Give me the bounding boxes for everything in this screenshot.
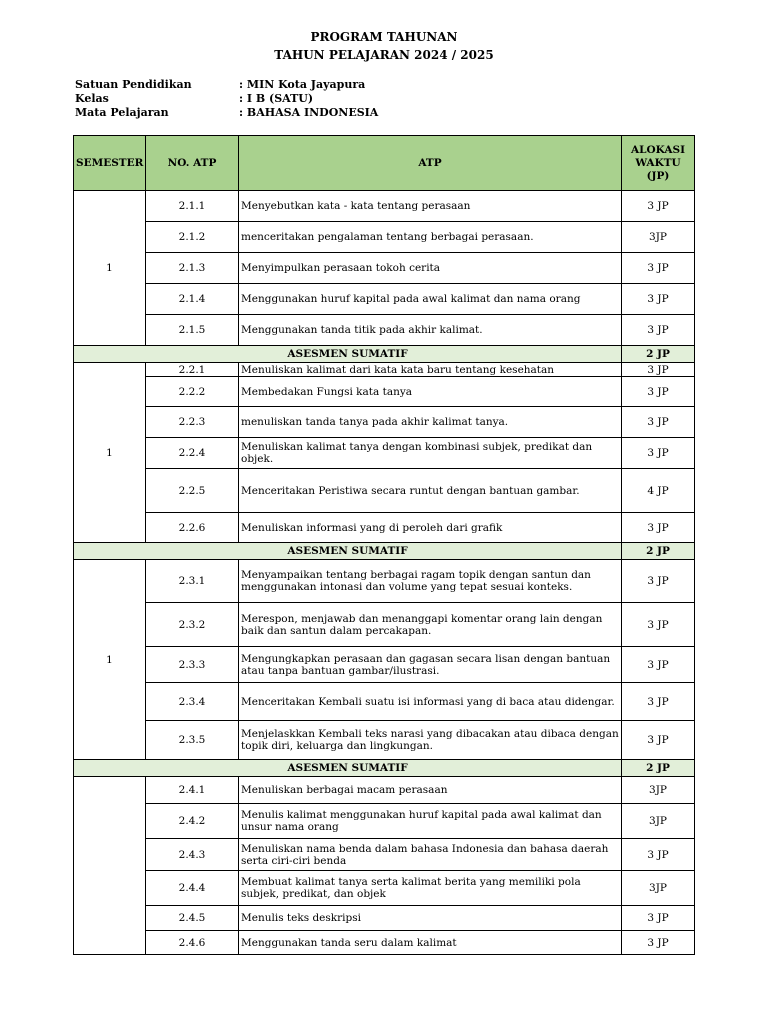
no-atp-cell: 2.1.5	[146, 315, 239, 346]
info-label-satuan: Satuan Pendidikan	[75, 78, 192, 91]
asesmen-jp: 2 JP	[622, 346, 695, 363]
table-row	[74, 931, 695, 955]
jp-cell: 3JP	[622, 871, 695, 906]
table-row	[74, 603, 695, 647]
jp-cell: 4 JP	[622, 469, 695, 513]
semester-cell: 1	[74, 560, 146, 760]
no-atp-cell: 2.3.3	[146, 647, 239, 683]
jp-cell: 3JP	[622, 804, 695, 839]
atp-cell: Mengungkapkan perasaan dan gagasan secara lisan dengan bantuan atau tanpa bantuan gambar/ilustrasi.	[239, 647, 622, 683]
header-atp: ATP	[239, 136, 622, 191]
jp-cell: 3 JP	[622, 683, 695, 721]
atp-cell: Membedakan Fungsi kata tanya	[239, 377, 622, 407]
table-row	[74, 469, 695, 513]
jp-cell: 3 JP	[622, 647, 695, 683]
asesmen-jp: 2 JP	[622, 543, 695, 560]
jp-cell: 3 JP	[622, 603, 695, 647]
jp-cell: 3JP	[622, 222, 695, 253]
jp-cell: 3 JP	[622, 438, 695, 469]
info-label-mapel: Mata Pelajaran	[75, 106, 169, 119]
jp-cell: 3 JP	[622, 363, 695, 377]
table-row	[74, 407, 695, 438]
no-atp-cell: 2.4.1	[146, 777, 239, 804]
jp-cell: 3 JP	[622, 284, 695, 315]
asesmen-label: ASESMEN SUMATIF	[74, 760, 622, 777]
table-row	[74, 839, 695, 871]
no-atp-cell: 2.2.2	[146, 377, 239, 407]
table-row	[74, 560, 695, 603]
no-atp-cell: 2.4.6	[146, 931, 239, 955]
asesmen-row	[74, 346, 695, 363]
table-row	[74, 683, 695, 721]
atp-cell: menceritakan pengalaman tentang berbagai perasaan.	[239, 222, 622, 253]
asesmen-label: ASESMEN SUMATIF	[74, 346, 622, 363]
atp-cell: Menyimpulkan perasaan tokoh cerita	[239, 253, 622, 284]
jp-cell: 3 JP	[622, 839, 695, 871]
no-atp-cell: 2.1.4	[146, 284, 239, 315]
table-row	[74, 647, 695, 683]
atp-cell: Menuliskan informasi yang di peroleh dari grafik	[239, 513, 622, 543]
no-atp-cell: 2.2.3	[146, 407, 239, 438]
jp-cell: 3 JP	[622, 407, 695, 438]
atp-cell: Menyebutkan kata - kata tentang perasaan	[239, 191, 622, 222]
jp-cell: 3 JP	[622, 721, 695, 760]
header-alokasi: ALOKASI WAKTU (JP)	[622, 136, 695, 191]
table-row	[74, 438, 695, 469]
table-row	[74, 222, 695, 253]
table-row	[74, 315, 695, 346]
no-atp-cell: 2.2.4	[146, 438, 239, 469]
page-title: PROGRAM TAHUNAN	[310, 30, 458, 44]
no-atp-cell: 2.3.1	[146, 560, 239, 603]
atp-cell: Menulis teks deskripsi	[239, 906, 622, 931]
info-label-kelas: Kelas	[75, 92, 109, 105]
no-atp-cell: 2.4.3	[146, 839, 239, 871]
no-atp-cell: 2.4.5	[146, 906, 239, 931]
no-atp-cell: 2.3.5	[146, 721, 239, 760]
atp-cell: Menulis kalimat menggunakan huruf kapital pada awal kalimat dan unsur nama orang	[239, 804, 622, 839]
asesmen-label: ASESMEN SUMATIF	[74, 543, 622, 560]
asesmen-row	[74, 543, 695, 560]
header-semester: SEMESTER	[74, 136, 146, 191]
jp-cell: 3 JP	[622, 191, 695, 222]
table-row	[74, 253, 695, 284]
table-row	[74, 191, 695, 222]
asesmen-row	[74, 760, 695, 777]
atp-cell: Merespon, menjawab dan menanggapi komentar orang lain dengan baik dan santun dalam percakapan.	[239, 603, 622, 647]
no-atp-cell: 2.2.5	[146, 469, 239, 513]
semester-cell	[74, 777, 146, 955]
table-row	[74, 377, 695, 407]
jp-cell: 3 JP	[622, 513, 695, 543]
no-atp-cell: 2.4.2	[146, 804, 239, 839]
atp-cell: Menggunakan tanda seru dalam kalimat	[239, 931, 622, 955]
no-atp-cell: 2.3.4	[146, 683, 239, 721]
jp-cell: 3 JP	[622, 253, 695, 284]
table-row	[74, 513, 695, 543]
table-row	[74, 363, 695, 377]
jp-cell: 3 JP	[622, 560, 695, 603]
no-atp-cell: 2.1.1	[146, 191, 239, 222]
table-row	[74, 777, 695, 804]
no-atp-cell: 2.3.2	[146, 603, 239, 647]
atp-cell: menuliskan tanda tanya pada akhir kalimat tanya.	[239, 407, 622, 438]
table-row	[74, 721, 695, 760]
info-value-kelas: : I B (SATU)	[239, 92, 314, 105]
page-subtitle: TAHUN PELAJARAN 2024 / 2025	[274, 48, 494, 62]
info-value-satuan: : MIN Kota Jayapura	[239, 78, 366, 91]
atp-cell: Menuliskan berbagai macam perasaan	[239, 777, 622, 804]
jp-cell: 3 JP	[622, 377, 695, 407]
atp-cell: Menjelaskkan Kembali teks narasi yang dibacakan atau dibaca dengan topik diri, keluarga dan lingkungan.	[239, 721, 622, 760]
semester-cell: 1	[74, 363, 146, 543]
no-atp-cell: 2.1.3	[146, 253, 239, 284]
atp-cell: Menyampaikan tentang berbagai ragam topik dengan santun dan menggunakan intonasi dan volume yang tepat sesuai konteks.	[239, 560, 622, 603]
program-table	[73, 135, 695, 955]
jp-cell: 3 JP	[622, 931, 695, 955]
atp-cell: Menuliskan kalimat tanya dengan kombinasi subjek, predikat dan objek.	[239, 438, 622, 469]
atp-cell: Menggunakan huruf kapital pada awal kalimat dan nama orang	[239, 284, 622, 315]
jp-cell: 3 JP	[622, 906, 695, 931]
no-atp-cell: 2.2.6	[146, 513, 239, 543]
jp-cell: 3JP	[622, 777, 695, 804]
asesmen-jp: 2 JP	[622, 760, 695, 777]
no-atp-cell: 2.1.2	[146, 222, 239, 253]
atp-cell: Menggunakan tanda titik pada akhir kalimat.	[239, 315, 622, 346]
table-row	[74, 906, 695, 931]
atp-cell: Menuliskan nama benda dalam bahasa Indonesia dan bahasa daerah serta ciri-ciri benda	[239, 839, 622, 871]
semester-cell: 1	[74, 191, 146, 346]
no-atp-cell: 2.4.4	[146, 871, 239, 906]
atp-cell: Membuat kalimat tanya serta kalimat berita yang memiliki pola subjek, predikat, dan objek	[239, 871, 622, 906]
header-no-atp: NO. ATP	[146, 136, 239, 191]
table-row	[74, 871, 695, 906]
atp-cell: Menuliskan kalimat dari kata kata baru tentang kesehatan	[239, 363, 622, 377]
atp-cell: Menceritakan Kembali suatu isi informasi yang di baca atau didengar.	[239, 683, 622, 721]
no-atp-cell: 2.2.1	[146, 363, 239, 377]
table-row	[74, 804, 695, 839]
atp-cell: Menceritakan Peristiwa secara runtut dengan bantuan gambar.	[239, 469, 622, 513]
table-row	[74, 284, 695, 315]
info-value-mapel: : BAHASA INDONESIA	[239, 106, 379, 119]
jp-cell: 3 JP	[622, 315, 695, 346]
